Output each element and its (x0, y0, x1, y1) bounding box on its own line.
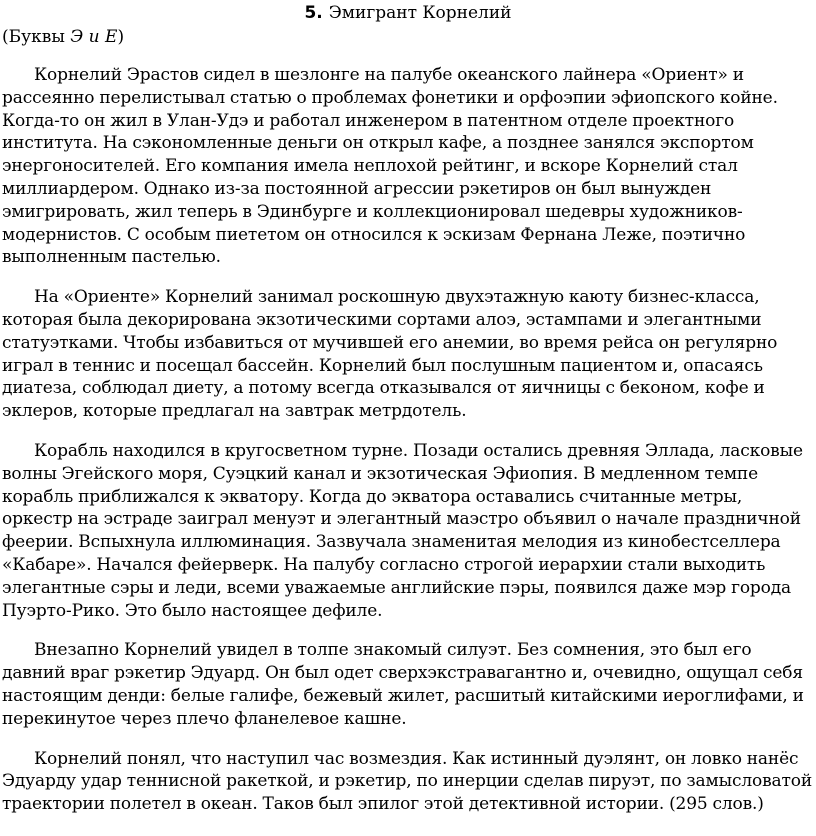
paragraph-5: Корнелий понял, что наступил час возмездия. Как истинный дуэлянт, он ловко нанёс Эдуарду удар теннисной ракеткой, и рэкетир, по инерции сделав пируэт, по замысловатой траектории полетел в океан. Таков был эпилог этой детективной истории. (295 слов.) (2, 748, 813, 815)
subtitle-close: ) (117, 27, 125, 47)
subtitle-letters: Э и Е (70, 27, 118, 47)
subtitle (2, 26, 124, 48)
paragraph-3: Корабль находился в кругосветном турне. Позади остались древняя Эллада, ласковые волны Эгейского моря, Суэцкий канал и экзотическая Эфиопия. В медленном темпе корабль приближался к экватору. Когда до экватора оставались считанные метры, оркестр на эстраде заиграл менуэт и элегантный маэстро объявил о начале праздничной феерии. Вспыхнула иллюминация. Зазвучала знаменитая мелодия из кинобестселлера «Кабаре». Начался фейерверк. На палубу согласно строгой иерархии стали выходить элегантные сэры и леди, всеми уважаемые английские пэры, появился даже мэр города Пуэрто-Рико. Это было настоящее дефиле. (2, 440, 803, 621)
paragraph-2: На «Ориенте» Корнелий занимал роскошную двухэтажную каюту бизнес-класса, которая была декорирована экзотическими сортами алоэ, эстампами и элегантными статуэтками. Чтобы избавиться от мучившей его анемии, во время рейса он регулярно играл в теннис и посещал бассейн. Корнелий был послушным пациентом и, опасаясь диатеза, соблюдал диету, а потому всегда отказывался от яичницы с беконом, кофе и эклеров, которые предлагал на завтрак метрдотель. (2, 287, 778, 422)
page-title (0, 2, 816, 24)
paragraph-4: Внезапно Корнелий увидел в толпе знакомый силуэт. Без сомнения, это был его давний враг рэкетир Эдуард. Он был одет сверхэкстравагантно и, очевидно, ощущал себя настоящим денди: белые галифе, бежевый жилет, расшитый китайскими иероглифами, и перекинутое через плечо фланелевое кашне. (2, 640, 804, 729)
paragraph-1: Корнелий Эрастов сидел в шезлонге на палубе океанского лайнера «Ориент» и рассеянно перелистывал статью о проблемах фонетики и орфоэпии эфиопского койне. Когда-то он жил в Улан-Удэ и работал инженером в патентном отделе проектного института. На сэкономленные деньги он открыл кафе, а позднее занялся экспортом энергоносителей. Его компания имела неплохой рейтинг, и вскоре Корнелий стал миллиардером. Однако из-за постоянной агрессии рэкетиров он был вынужден эмигрировать, жил теперь в Эдинбурге и коллекционировал шедевры художников-модернистов. С особым пиететом он относился к эскизам Фернана Леже, поэтично выполненным пастелью. (2, 65, 778, 268)
subtitle-open: (Буквы (2, 27, 71, 47)
title-number: 5. (304, 3, 323, 23)
title-text: Эмигрант Корнелий (328, 3, 512, 23)
text-body (2, 64, 812, 833)
